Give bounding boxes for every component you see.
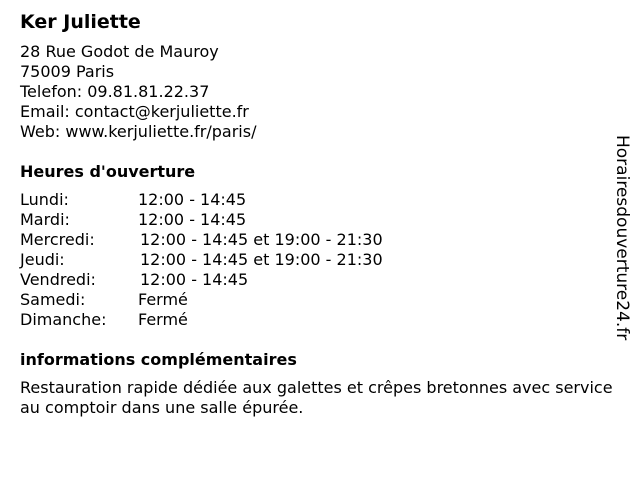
hours-row-thursday [20,250,620,270]
day-label: Lundi: [20,190,69,209]
time-value: 12:00 - 14:45 et 19:00 - 21:30 [140,250,383,269]
hours-row-saturday [20,290,620,310]
business-card [20,10,620,418]
time-value: Fermé [138,310,188,329]
day-label: Samedi: [20,290,86,309]
day-label: Mercredi: [20,230,95,249]
phone-number: Telefon: 09.81.81.22.37 [20,82,210,101]
hours-row-wednesday [20,230,620,250]
day-label: Jeudi: [20,250,65,269]
time-value: 12:00 - 14:45 [140,270,249,289]
business-name: Ker Juliette [20,11,141,33]
time-value: Fermé [138,290,188,309]
hours-row-friday [20,270,620,290]
time-value: 12:00 - 14:45 [138,210,247,229]
address-city: 75009 Paris [20,62,115,81]
website-address: Web: www.kerjuliette.fr/paris/ [20,122,257,141]
time-value: 12:00 - 14:45 [138,190,247,209]
business-description: Restauration rapide dédiée aux galettes et crêpes bretonnes avec service au comptoir dans une salle épurée. [20,378,613,417]
hours-row-sunday [20,310,620,330]
address-street: 28 Rue Godot de Mauroy [20,42,219,61]
hours-row-monday [20,190,620,210]
hours-row-tuesday [20,210,620,230]
day-label: Dimanche: [20,310,107,329]
opening-hours-heading: Heures d'ouverture [20,162,196,181]
day-label: Vendredi: [20,270,96,289]
email-address: Email: contact@kerjuliette.fr [20,102,249,121]
time-value: 12:00 - 14:45 et 19:00 - 21:30 [140,230,383,249]
site-watermark: Horairesdouverture24.fr [612,135,632,341]
additional-info-heading: informations complémentaires [20,350,297,369]
day-label: Mardi: [20,210,70,229]
